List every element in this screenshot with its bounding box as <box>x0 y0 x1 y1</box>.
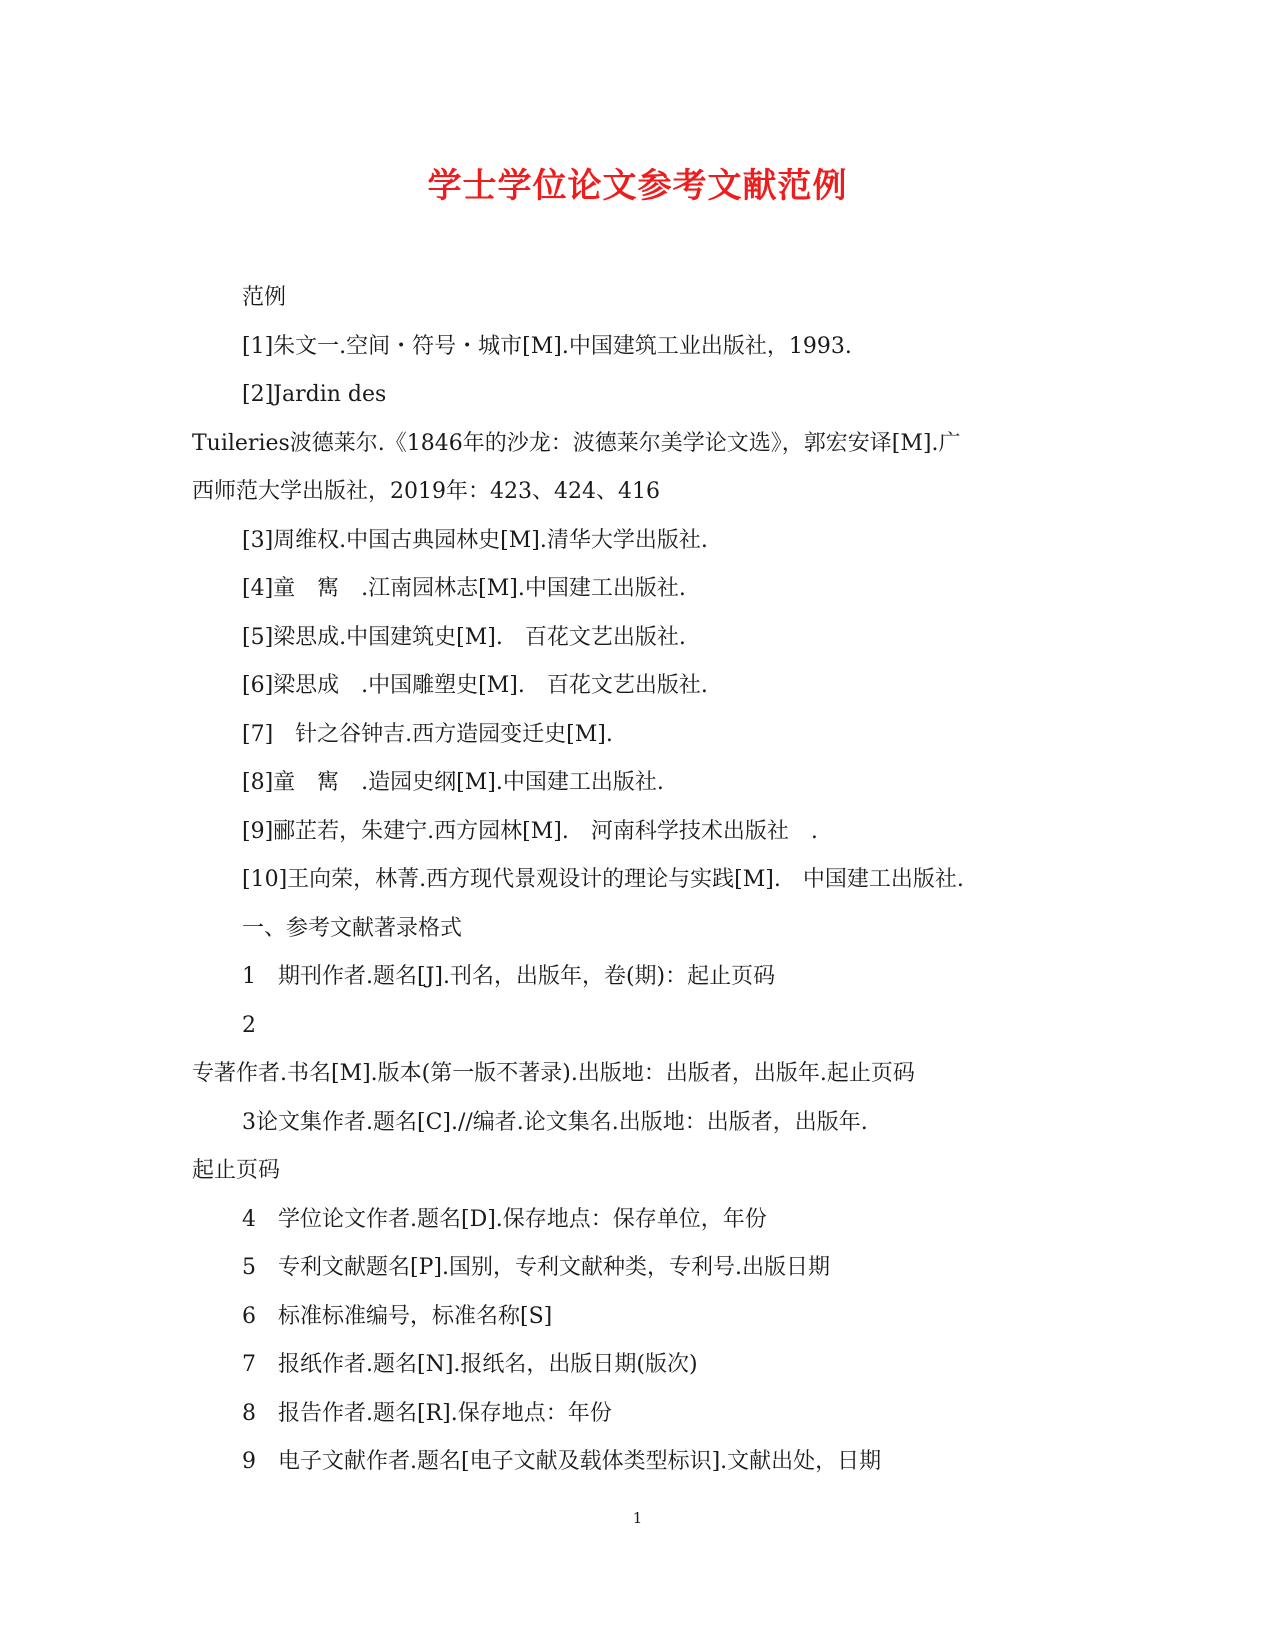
text-line: 9 电子文献作者.题名[电子文献及载体类型标识].文献出处，日期 <box>242 1449 882 1474</box>
text-line: 范例 <box>242 285 287 310</box>
text-line: 4 学位论文作者.题名[D].保存地点：保存单位，年份 <box>242 1206 767 1232</box>
text-line: [7] 针之谷钟吉.西方造园变迁史[M]. <box>242 721 613 747</box>
text-line: 2 <box>242 1012 256 1038</box>
text-line: 西师范大学出版社，2019年：423、424、416 <box>192 479 660 504</box>
document-body <box>192 274 1082 1487</box>
text-line: 3论文集作者.题名[C].//编者.论文集名.出版地：出版者，出版年. <box>242 1109 868 1135</box>
text-line: [3]周维权.中国古典园林史[M].清华大学出版社. <box>242 527 708 553</box>
text-line: [1]朱文一.空间・符号・城市[M].中国建筑工业出版社，1993. <box>242 333 852 359</box>
text-line: [4]童 寯 .江南园林志[M].中国建工出版社. <box>242 576 686 601</box>
text-line: [2]Jardin des <box>242 382 387 407</box>
text-line: Tuileries波德莱尔.《1846年的沙龙：波德莱尔美学论文选》，郭宏安译[M].广 <box>192 430 961 456</box>
text-line: 一、参考文献著录格式 <box>242 915 463 941</box>
text-line: 5 专利文献题名[P].国别，专利文献种类，专利号.出版日期 <box>242 1255 830 1280</box>
text-line: 8 报告作者.题名[R].保存地点：年份 <box>242 1400 612 1426</box>
text-line: [6]梁思成 .中国雕塑史[M]. 百花文艺出版社. <box>242 673 708 698</box>
text-line: 6 标准标准编号，标准名称[S] <box>242 1303 553 1329</box>
text-line: 起止页码 <box>192 1158 281 1183</box>
page-number: 1 <box>632 1509 643 1527</box>
text-line: 专著作者.书名[M].版本(第一版不著录).出版地：出版者，出版年.起止页码 <box>192 1061 915 1086</box>
text-line: [5]梁思成.中国建筑史[M]. 百花文艺出版社. <box>242 624 686 650</box>
text-line: [9]郦芷若，朱建宁.西方园林[M]. 河南科学技术出版社 . <box>242 818 818 844</box>
text-line: [10]王向荣，林菁.西方现代景观设计的理论与实践[M]. 中国建工出版社. <box>242 867 964 892</box>
document-title: 学士学位论文参考文献范例 <box>427 166 848 206</box>
text-line: 1 期刊作者.题名[J].刊名，出版年，卷(期)：起止页码 <box>242 964 776 989</box>
text-line: [8]童 寯 .造园史纲[M].中国建工出版社. <box>242 770 664 795</box>
text-line: 7 报纸作者.题名[N].报纸名，出版日期(版次) <box>242 1352 698 1377</box>
